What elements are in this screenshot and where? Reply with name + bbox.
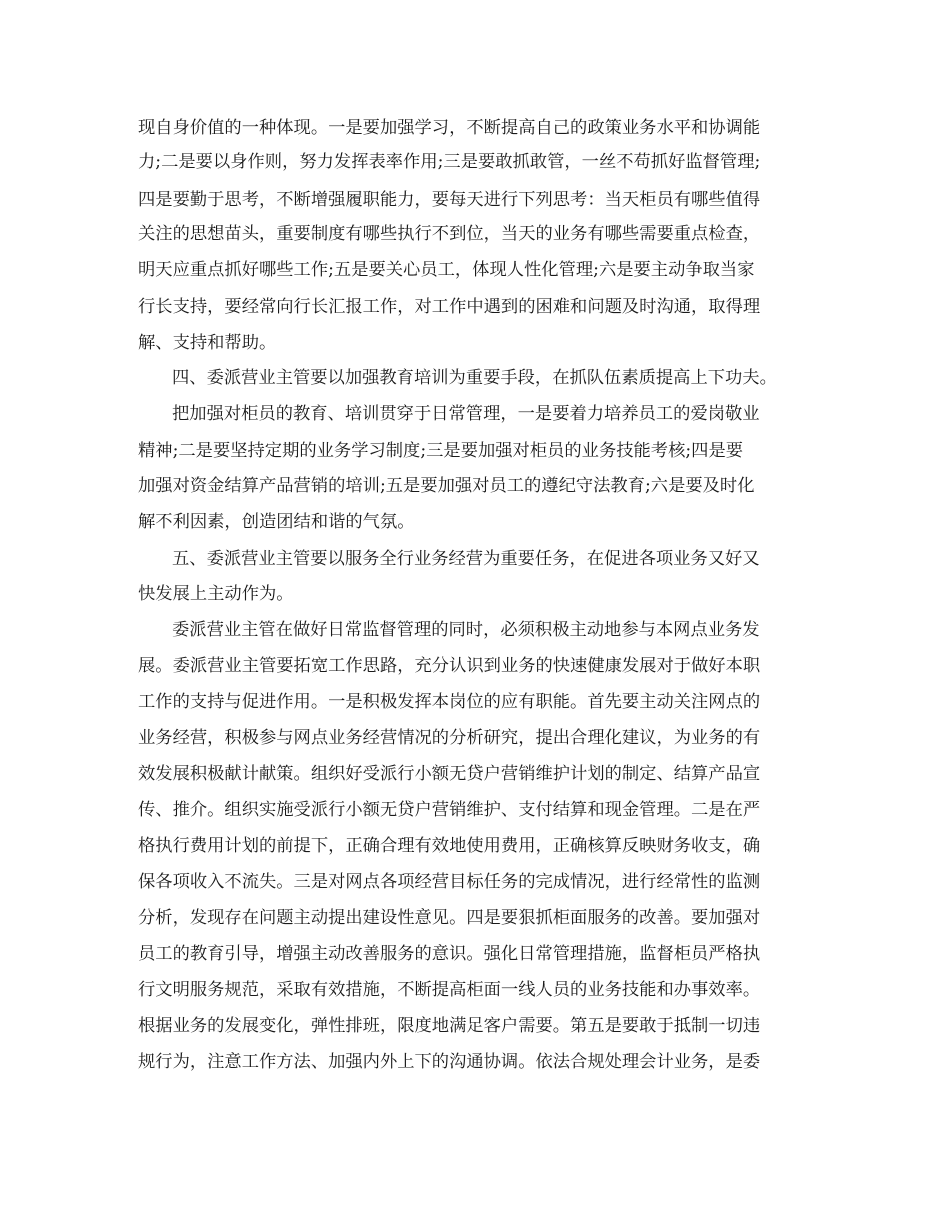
text-line: 明天应重点抓好哪些工作;五是要关心员工，体现人性化管理;六是要主动争取当家: [138, 260, 755, 280]
text-line: 分析，发现存在问题主动提出建设性意见。四是要狠抓柜面服务的改善。要加强对: [138, 908, 761, 928]
text-line: 四是要勤于思考，不断增强履职能力，要每天进行下列思考：当天柜员有哪些值得: [138, 190, 761, 210]
text-line: 力;二是要以身作则，努力发挥表率作用;三是要敢抓敢管，一丝不苟抓好监督管理;: [138, 152, 761, 172]
text-line: 行文明服务规范，采取有效措施，不断提高柜面一线人员的业务技能和办事效率。: [138, 980, 761, 1000]
text-line: 把加强对柜员的教育、培训贯穿于日常管理，一是要着力培养员工的爱岗敬业: [172, 404, 760, 424]
text-line: 传、推介。组织实施受派行小额无贷户营销维护、支付结算和现金管理。二是在严: [138, 800, 761, 820]
text-line: 行长支持，要经常向行长汇报工作，对工作中遇到的困难和问题及时沟通，取得理: [138, 297, 761, 317]
section-heading: 四、委派营业主管要以加强教育培训为重要手段，在抓队伍素质提高上下功夫。: [172, 368, 777, 388]
text-line: 委派营业主管在做好日常监督管理的同时，必须积极主动地参与本网点业务发: [172, 620, 760, 640]
text-line: 业务经营，积极参与网点业务经营情况的分析研究，提出合理化建议，为业务的有: [138, 728, 761, 748]
text-line: 保各项收入不流失。三是对网点各项经营目标任务的完成情况，进行经常性的监测: [138, 872, 761, 892]
text-line: 关注的思想苗头，重要制度有哪些执行不到位，当天的业务有哪些需要重点检查，: [138, 224, 761, 244]
text-line: 加强对资金结算产品营销的培训;五是要加强对员工的遵纪守法教育;六是要及时化: [138, 476, 755, 496]
text-line: 快发展上主动作为。: [138, 584, 294, 604]
text-line: 精神;二是要坚持定期的业务学习制度;三是要加强对柜员的业务技能考核;四是要: [138, 441, 744, 461]
text-line: 解不利因素，创造团结和谐的气氛。: [138, 512, 415, 532]
text-line: 员工的教育引导，增强主动改善服务的意识。强化日常管理措施，监督柜员严格执: [138, 944, 761, 964]
text-line: 规行为，注意工作方法、加强内外上下的沟通协调。依法合规处理会计业务，是委: [138, 1052, 761, 1072]
text-line: 展。委派营业主管要拓宽工作思路，充分认识到业务的快速健康发展对于做好本职: [138, 656, 761, 676]
text-line: 效发展积极献计献策。组织好受派行小额无贷户营销维护计划的制定、结算产品宣: [138, 764, 761, 784]
text-line: 根据业务的发展变化，弹性排班，限度地满足客户需要。第五是要敢于抵制一切违: [138, 1016, 761, 1036]
text-line: 解、支持和帮助。: [138, 333, 277, 353]
text-line: 现自身价值的一种体现。一是要加强学习，不断提高自己的政策业务水平和协调能: [138, 118, 761, 138]
text-line: 工作的支持与促进作用。一是积极发挥本岗位的应有职能。首先要主动关注网点的: [138, 692, 761, 712]
section-heading: 五、委派营业主管要以服务全行业务经营为重要任务，在促进各项业务又好又: [172, 549, 760, 569]
text-line: 格执行费用计划的前提下，正确合理有效地使用费用，正确核算反映财务收支，确: [138, 836, 761, 856]
